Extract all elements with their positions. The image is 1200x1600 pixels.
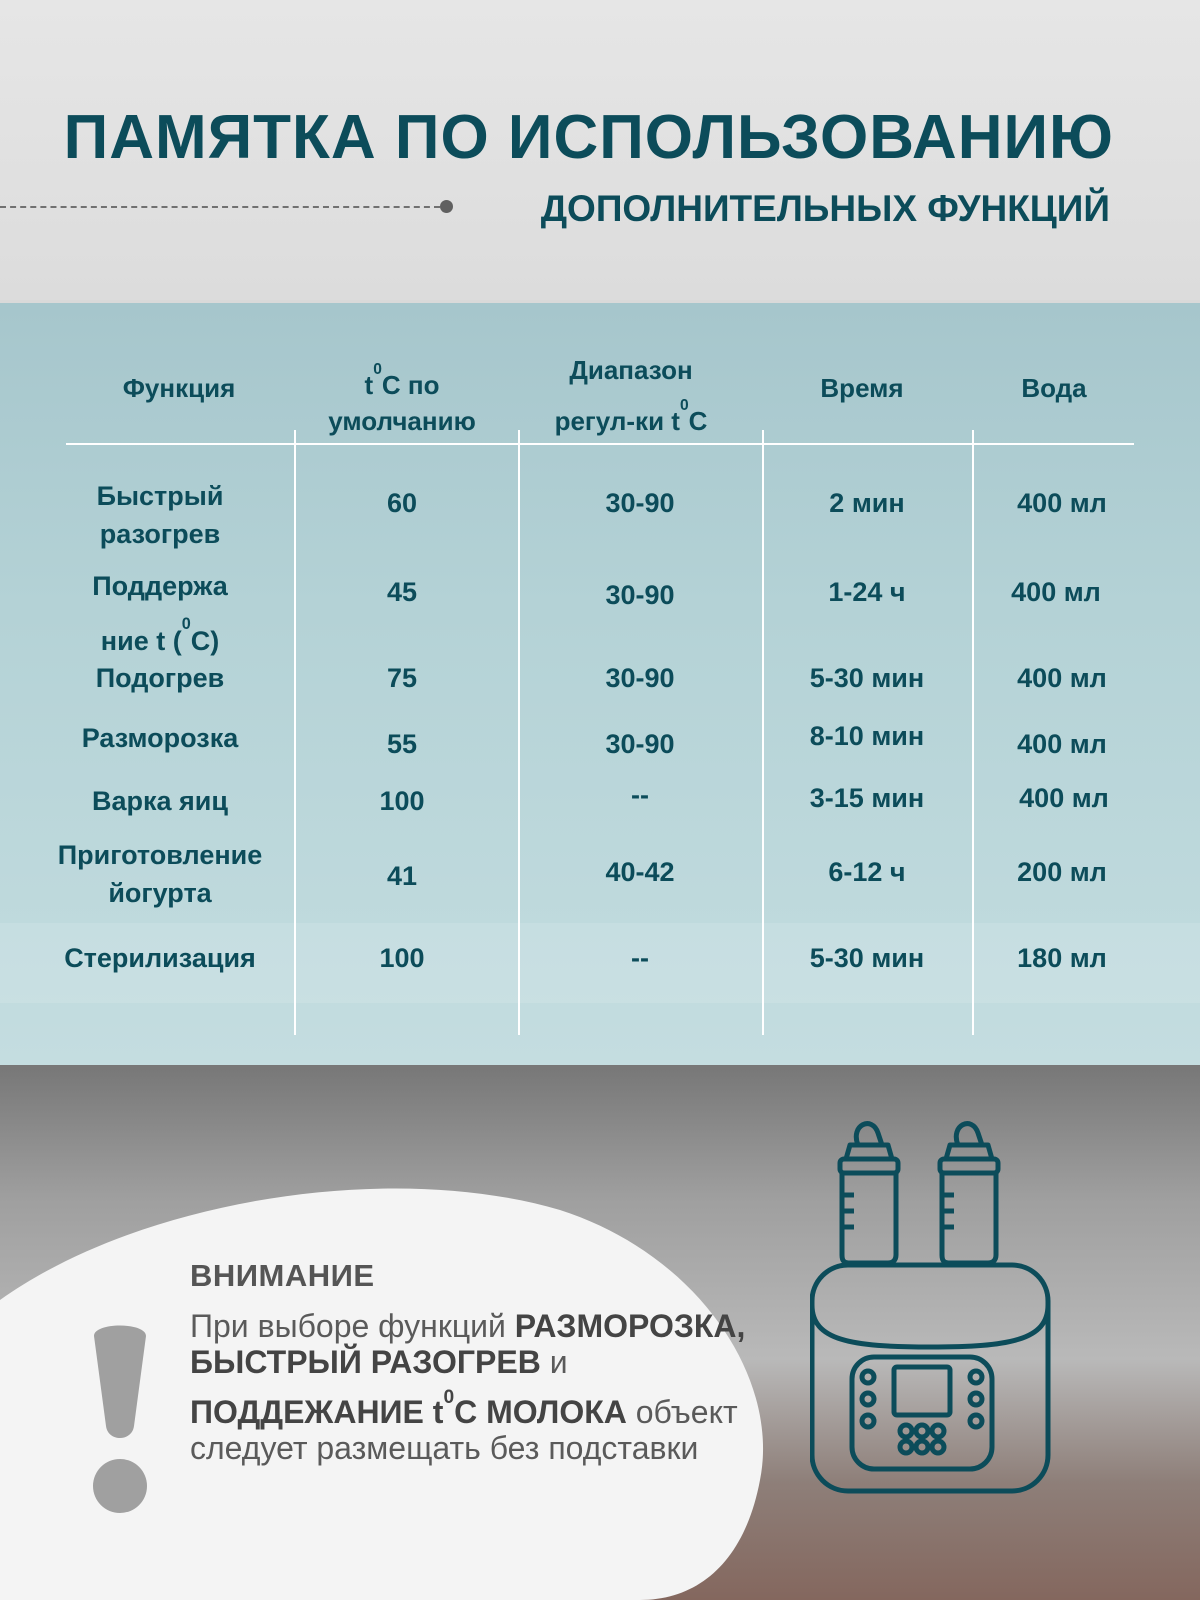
table-cell-default: 60 [386,488,418,518]
divider-dot [440,200,453,213]
table-cell-function: Стерилизация [64,943,256,973]
table-cell-time: 3-15 мин [809,783,925,813]
baby-bottle-icon [940,1124,998,1263]
exclamation-icon [88,1318,152,1516]
table-cell-range: 30-90 [605,580,675,610]
column-header-function: Функция [122,373,236,403]
table-cell-water: 200 мл [1017,857,1107,887]
table-cell-default: 75 [386,663,418,693]
table-cell-default: 45 [386,577,418,607]
column-header-water: Вода [1021,373,1087,403]
table-cell-water: 180 мл [1017,943,1107,973]
column-header-range: Диапазон регул-ки $t^0C$ [554,355,708,436]
table-cell-range: -- [631,943,649,973]
table-cell-water: 400 мл [1011,577,1101,607]
table-cell-default: 100 [379,786,425,816]
dotted-divider [0,206,440,208]
table-cell-default: 41 [386,861,418,891]
baby-bottle-icon [840,1124,898,1263]
table-cell-range: 30-90 [605,663,675,693]
table-cell-function: Быстрый разогрев [96,481,224,549]
table-cell-function: Разморозка [81,723,239,753]
table-cell-water: 400 мл [1017,663,1107,693]
page-title: ПАМЯТКА ПО ИСПОЛЬЗОВАНИЮ [63,103,1114,172]
page-subtitle: ДОПОЛНИТЕЛЬНЫХ ФУНКЦИЙ [540,188,1110,229]
column-header-default-temp: $t^0C$ по умолчанию [328,361,476,436]
table-cell-function: Подогрев [95,663,225,693]
warning-text: При выборе функций РАЗМОРОЗКА, БЫСТРЫЙ РАЗОГРЕВ и ПОДДЕЖАНИЕ $t^0C$ МОЛОКА объект следует размещать без подставки [190,1308,746,1466]
table-cell-function: Варка яиц [92,786,228,816]
table-cell-time: 2 мин [829,488,905,518]
table-cell-time: 1-24 ч [828,577,906,607]
table-cell-water: 400 мл [1019,783,1109,813]
table-cell-time: 6-12 ч [828,857,906,887]
table-cell-range: -- [631,780,649,810]
table-cell-range: 30-90 [605,729,675,759]
table-cell-function: Приготовление йогурта [57,840,263,908]
table-cell-range: 30-90 [605,488,675,518]
warning-title: ВНИМАНИЕ [190,1258,375,1293]
column-header-time: Время [820,373,904,403]
table-cell-water: 400 мл [1017,488,1107,518]
table-cell-time: 8-10 мин [809,721,925,751]
bottle-warmer-icon [810,1115,1060,1495]
table-cell-function: Поддержа ние t ($^0$C) [92,571,228,656]
table-cell-time: 5-30 мин [809,943,925,973]
table-cell-default: 55 [386,729,418,759]
table-cell-water: 400 мл [1017,729,1107,759]
table-cell-default: 100 [379,943,425,973]
header [0,0,1200,300]
table-cell-range: 40-42 [605,857,675,887]
column-divider [972,430,974,1035]
table-cell-time: 5-30 мин [809,663,925,693]
